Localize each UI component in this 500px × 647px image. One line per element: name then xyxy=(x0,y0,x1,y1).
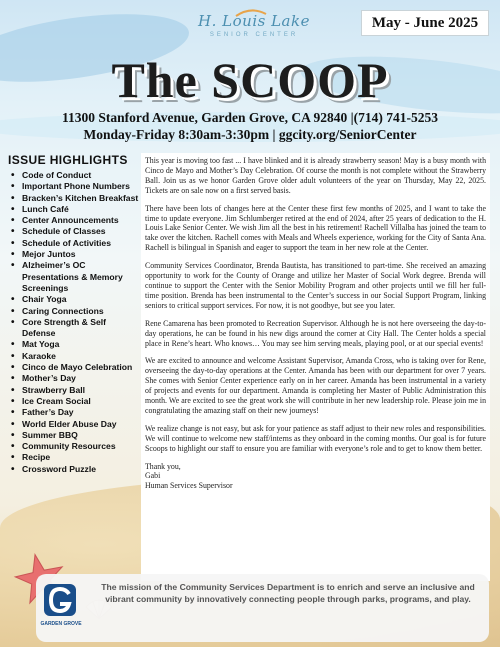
signoff-name: Gabi xyxy=(145,471,161,481)
signoff xyxy=(145,462,486,492)
sidebar-title: ISSUE HIGHLIGHTS xyxy=(8,153,128,167)
garden-grove-logo-icon xyxy=(42,582,78,622)
highlight-item: • Chair Yoga xyxy=(5,294,139,305)
mission-statement: The mission of the Community Services Department is to enrich and serve an inclusive and vibrant community by innovatively connecting people through parks, programs, and play. xyxy=(101,582,475,604)
newsletter-title: The SCOOP xyxy=(111,52,389,108)
highlight-item: • Important Phone Numbers xyxy=(5,181,139,192)
highlights-list xyxy=(5,170,139,475)
mission-banner xyxy=(36,574,489,642)
logo-name: H. Louis Lake xyxy=(198,12,310,30)
highlight-item: • Schedule of Activities xyxy=(5,238,139,249)
highlight-item: • Karaoke xyxy=(5,351,139,362)
highlight-item: • World Elder Abuse Day xyxy=(5,419,139,430)
article-paragraph: Rene Camarena has been promoted to Recreation Supervisor. Although he is not here overseeing the day-to-day operations, he can be found in his new digs around the corner at City Hall. The Center holds a special place in Rene’s heart. Who knows… You may see him serving meals, playing pool, or at our special events! xyxy=(145,318,486,348)
article-paragraph: We realize change is not easy, but ask for your patience as staff adjust to their new roles and responsibilities. We will continue to welcome new staff/interns as they onboard in the coming months. Our goal is for future Scoops to highlight our staff to ensure you are familiar with everyone’s role and to get to know them better. xyxy=(145,423,486,453)
highlight-item: • Community Resources xyxy=(5,441,139,452)
article-paragraph: There have been lots of changes here at the Center these first few months of 2025, and I want to take the time to update everyone. Jim Schlumberger retired at the end of 2024, after 25 years of dedication to the H. Louis Lake Senior Center. We wish Jim all the best in his retirement! Rachell Villalba has joined the team to take over the kitchen. Rachell comes with Meals and Wheels experience, working for the City of Santa Ana. Rachell is bilingual in Spanish and eager to support the team in her new role at the Center. xyxy=(145,203,486,253)
highlight-item: • Mat Yoga xyxy=(5,339,139,350)
highlight-item: • Father’s Day xyxy=(5,407,139,418)
article-paragraph: Community Services Coordinator, Brenda Bautista, has transitioned to part-time. She received an amazing opportunity to work for the County of Orange and utilize her Master of Social Work degree. Brenda will continue to support the Center with the Senior Mobility Program and other projects until we fill her full-time position. Brenda has been instrumental to the Center’s success in our Social Support Program, linking seniors to critical support services. For now, it is not goodbye, but see you later. xyxy=(145,261,486,310)
highlight-item: • Schedule of Classes xyxy=(5,226,139,237)
garden-grove-label: GARDEN GROVE xyxy=(40,621,82,627)
article-paragraph: This year is moving too fast ... I have blinked and it is already strawberry season! May is a busy month with Cinco de Mayo and Mother’s Day Celebration. Of course the month is not complete without the Strawberry Ball. Join us as we honor Garden Grove older adult volunteers of the year on Thursday, May 22, 2025. Tickets are on sale now on a first served basis. xyxy=(145,156,486,195)
swoosh-icon xyxy=(234,8,268,18)
signoff-title: Human Services Supervisor xyxy=(145,481,233,491)
highlight-item: • Recipe xyxy=(5,452,139,463)
signoff-closing: Thank you, xyxy=(145,461,181,471)
article-paragraph: We are excited to announce and welcome Assistant Supervisor, Amanda Cross, who is taking over for Rene, overseeing the day-to-day operations at the Center. Amanda has been with our department for over 7 years. She comes with Senior Center experience early on in her career. Amanda has been instrumental in a variety of projects and events for our department. Amanda is completing her Master of Public Administration this month. We are excited to see the great work she will contribute in her new leadership role. Please join me in congratulating the amazing staff on their new journeys! xyxy=(145,356,486,415)
highlight-item: • Caring Connections xyxy=(5,306,139,317)
highlight-item: • Cinco de Mayo Celebration xyxy=(5,362,139,373)
issue-date: May - June 2025 xyxy=(361,10,489,36)
highlight-item: • Mejor Juntos xyxy=(5,249,139,260)
highlight-item: • Center Announcements xyxy=(5,215,139,226)
issue-highlights-sidebar xyxy=(5,153,139,543)
highlight-item: • Ice Cream Social xyxy=(5,396,139,407)
highlight-item: • Crossword Puzzle xyxy=(5,464,139,475)
highlight-item: • Mother’s Day xyxy=(5,373,139,384)
address-line: 11300 Stanford Avenue, Garden Grove, CA 92840 |(714) 741-5253 xyxy=(62,110,438,125)
highlight-item: • Alzheimer’s OC Presentations & Memory Screenings xyxy=(5,260,139,294)
logo-subtitle: SENIOR CENTER xyxy=(209,32,299,38)
senior-center-logo xyxy=(196,14,312,38)
director-letter xyxy=(141,153,490,581)
highlight-item: • Strawberry Ball xyxy=(5,385,139,396)
highlight-item: • Core Strength & Self Defense xyxy=(5,317,139,340)
highlight-item: • Code of Conduct xyxy=(5,170,139,181)
highlight-item: • Bracken’s Kitchen Breakfast xyxy=(5,193,139,204)
highlight-item: • Summer BBQ xyxy=(5,430,139,441)
highlight-item: • Lunch Café xyxy=(5,204,139,215)
hours-line: Monday-Friday 8:30am-3:30pm | ggcity.org/SeniorCenter xyxy=(83,127,417,142)
